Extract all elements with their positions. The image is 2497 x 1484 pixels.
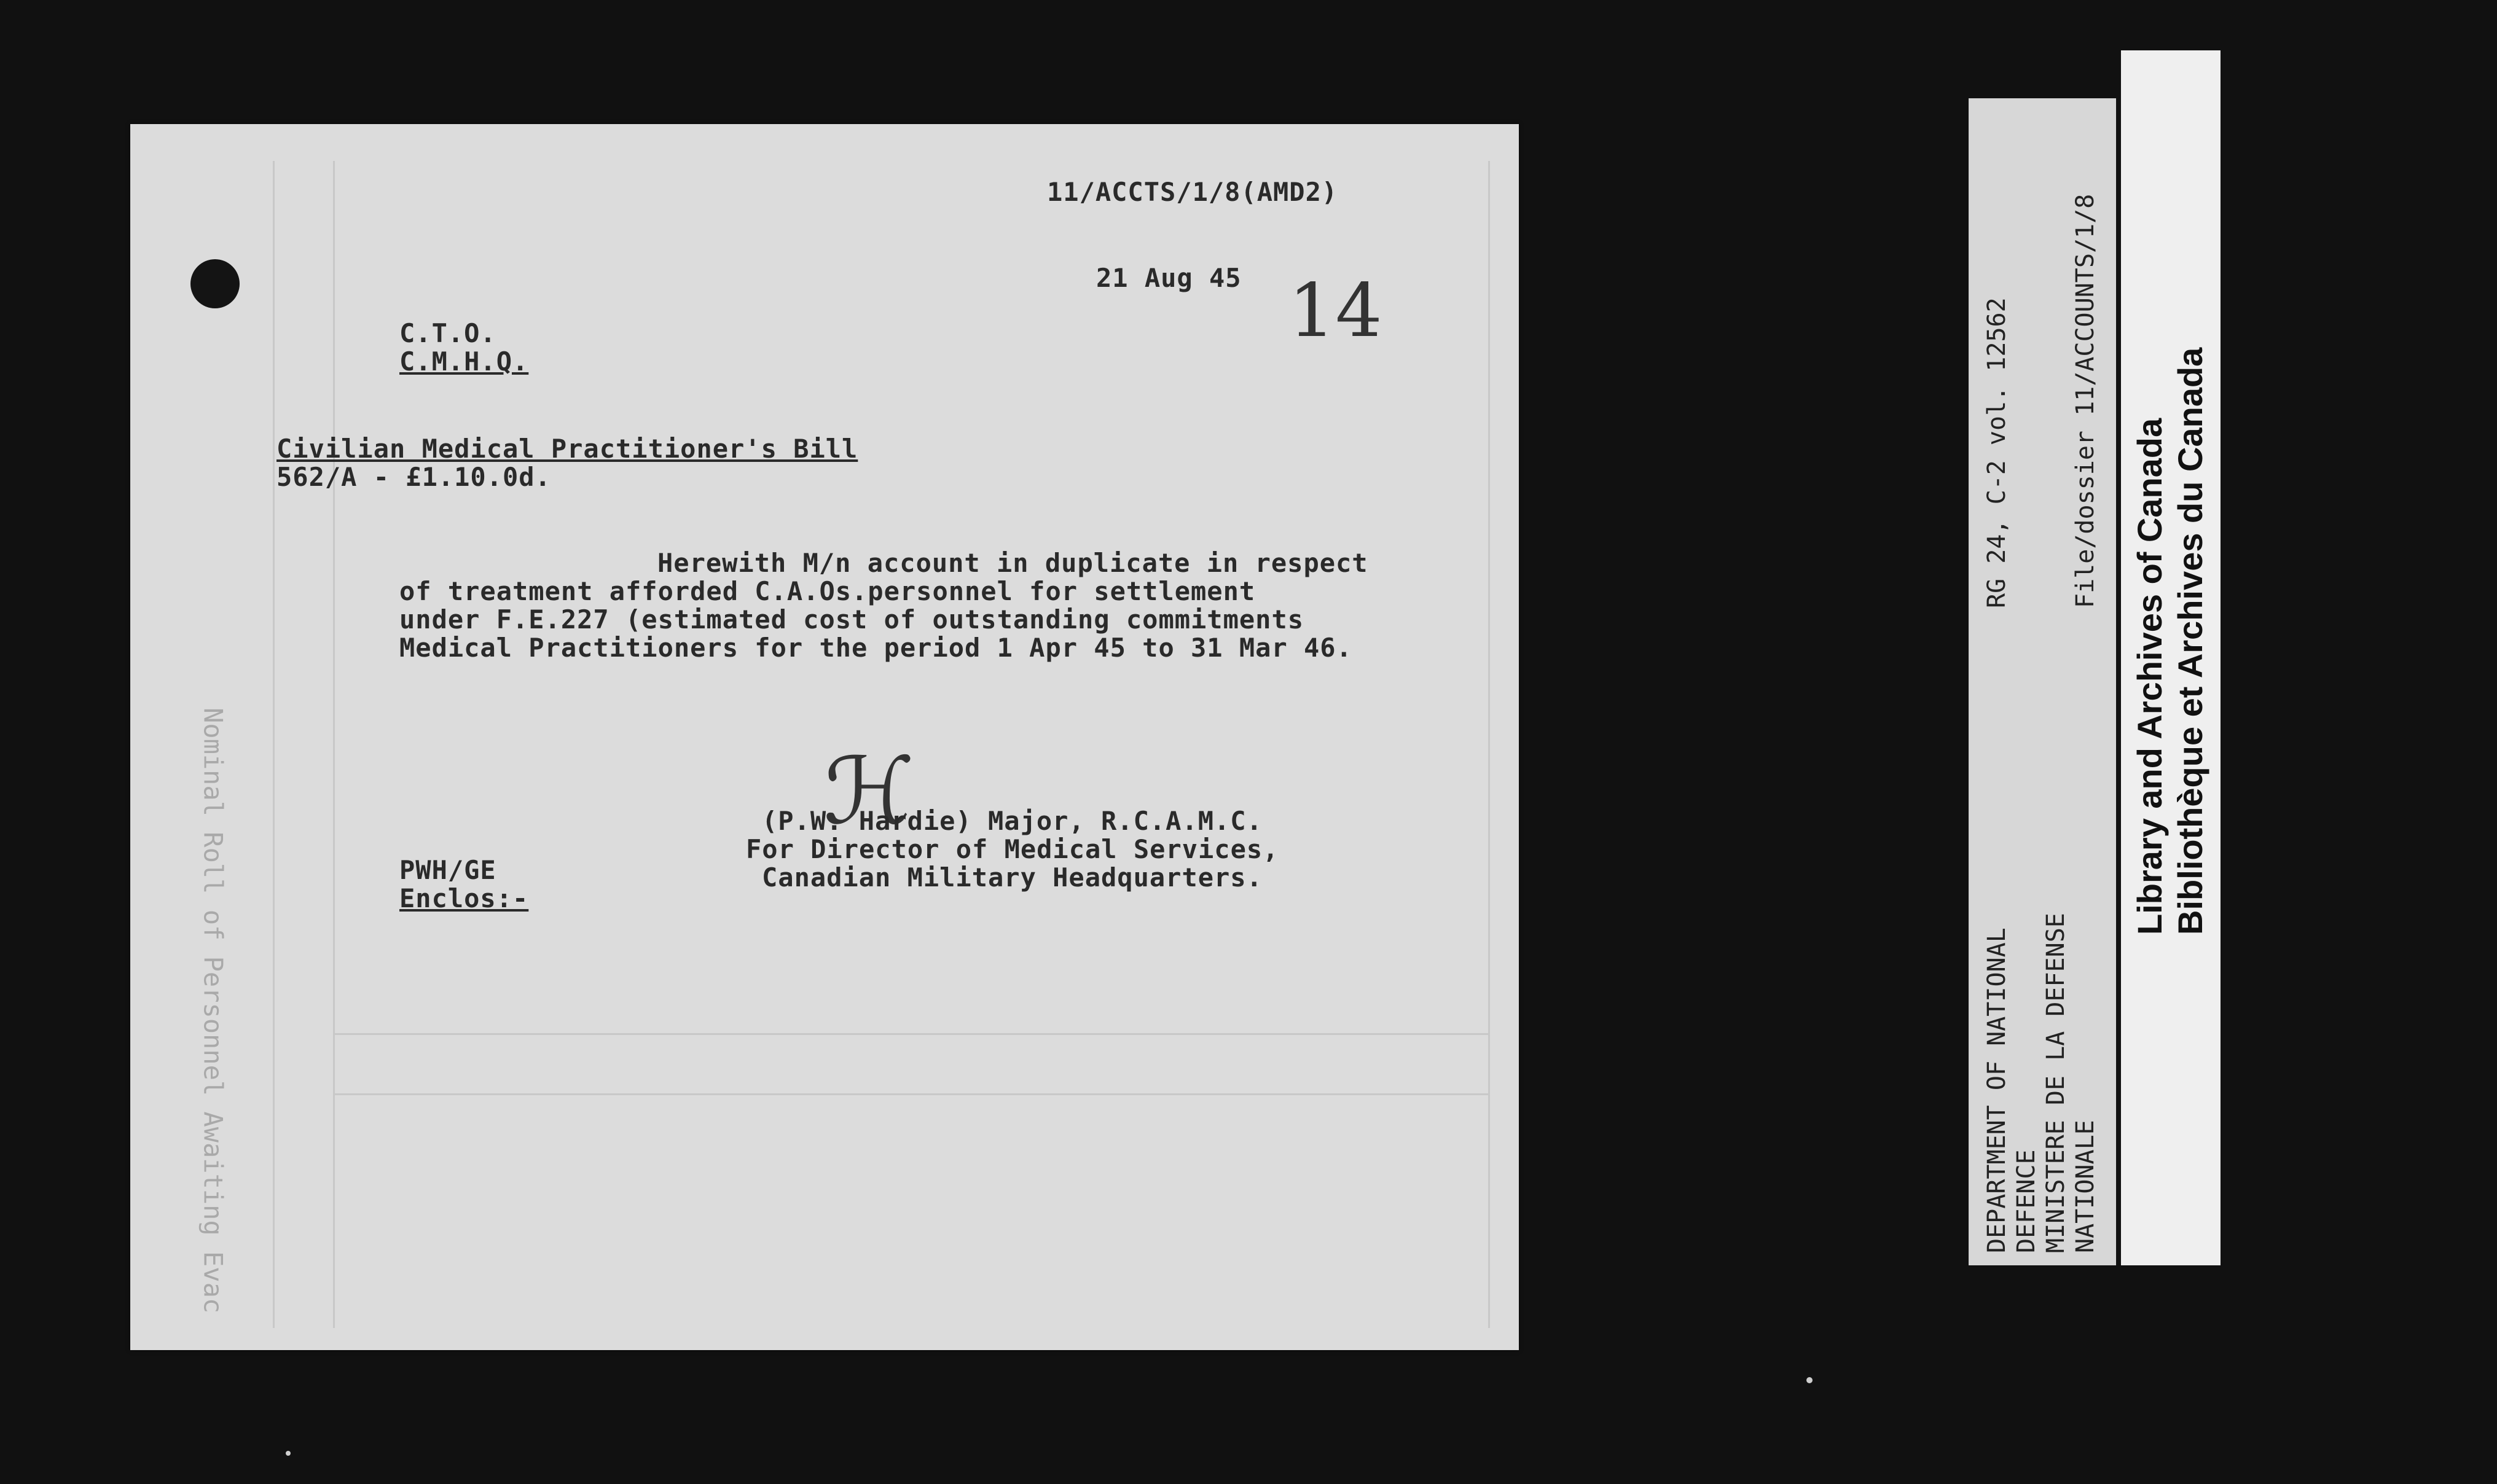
- form-rule: [333, 161, 335, 1328]
- letter-date: 21 Aug 45: [1096, 263, 1242, 293]
- dust-speck: [1806, 1377, 1813, 1383]
- form-rule: [1488, 161, 1490, 1328]
- addressee-line-1: C.T.O.: [399, 318, 496, 348]
- institution-en: Library and Archives of Canada: [2130, 418, 2169, 935]
- form-rule: [333, 1093, 1488, 1095]
- body-line-3: under F.E.227 (estimated cost of outstanding commitments: [399, 604, 1304, 635]
- archive-reference: RG 24, C-2 vol. 12562: [1983, 297, 2011, 608]
- addressee-line-2: C.M.H.Q.: [399, 346, 529, 377]
- signature: ℋ: [823, 738, 915, 845]
- dust-speck: [286, 1451, 291, 1456]
- document-page: [130, 124, 1519, 1350]
- body-line-1: Herewith M/n account in duplicate in respect: [657, 548, 1368, 578]
- form-rule: [333, 1033, 1488, 1035]
- body-line-4: Medical Practitioners for the period 1 Apr 45 to 31 Mar 46.: [399, 633, 1352, 663]
- department-fr-2: NATIONALE: [2071, 1120, 2099, 1253]
- file-reference: 11/ACCTS/1/8(AMD2): [1047, 177, 1338, 207]
- punch-hole: [190, 259, 240, 308]
- underlying-form-title: Nominal Roll of Personnel Awaiting Evac: [198, 708, 229, 1314]
- department-en-2: DEFENCE: [2012, 1149, 2040, 1253]
- signature-line-3: Canadian Military Headquarters.: [762, 862, 1263, 892]
- institution-fr: Bibliothèque et Archives du Canada: [2171, 347, 2209, 935]
- department-en: DEPARTMENT OF NATIONAL: [1983, 928, 2011, 1253]
- signature-line-2: For Director of Medical Services,: [746, 834, 1279, 864]
- department-fr: MINISTERE DE LA DEFENSE: [2042, 913, 2070, 1253]
- folio-number: 14: [1288, 268, 1382, 354]
- enclosures: Enclos:-: [399, 883, 529, 913]
- subject-line-2: 562/A - £1.10.0d.: [276, 462, 551, 492]
- signature-line-1: (P.W. Hardie) Major, R.C.A.M.C.: [762, 806, 1263, 836]
- subject-line-1: Civilian Medical Practitioner's Bill: [276, 434, 858, 464]
- body-line-2: of treatment afforded C.A.Os.personnel for settlement: [399, 576, 1256, 606]
- archive-file: File/dossier 11/ACCOUNTS/1/8: [2071, 193, 2099, 608]
- archive-reference-label: [1969, 98, 2116, 1265]
- typist-initials: PWH/GE: [399, 855, 496, 885]
- institution-label: [2121, 50, 2221, 1265]
- form-rule: [273, 161, 275, 1328]
